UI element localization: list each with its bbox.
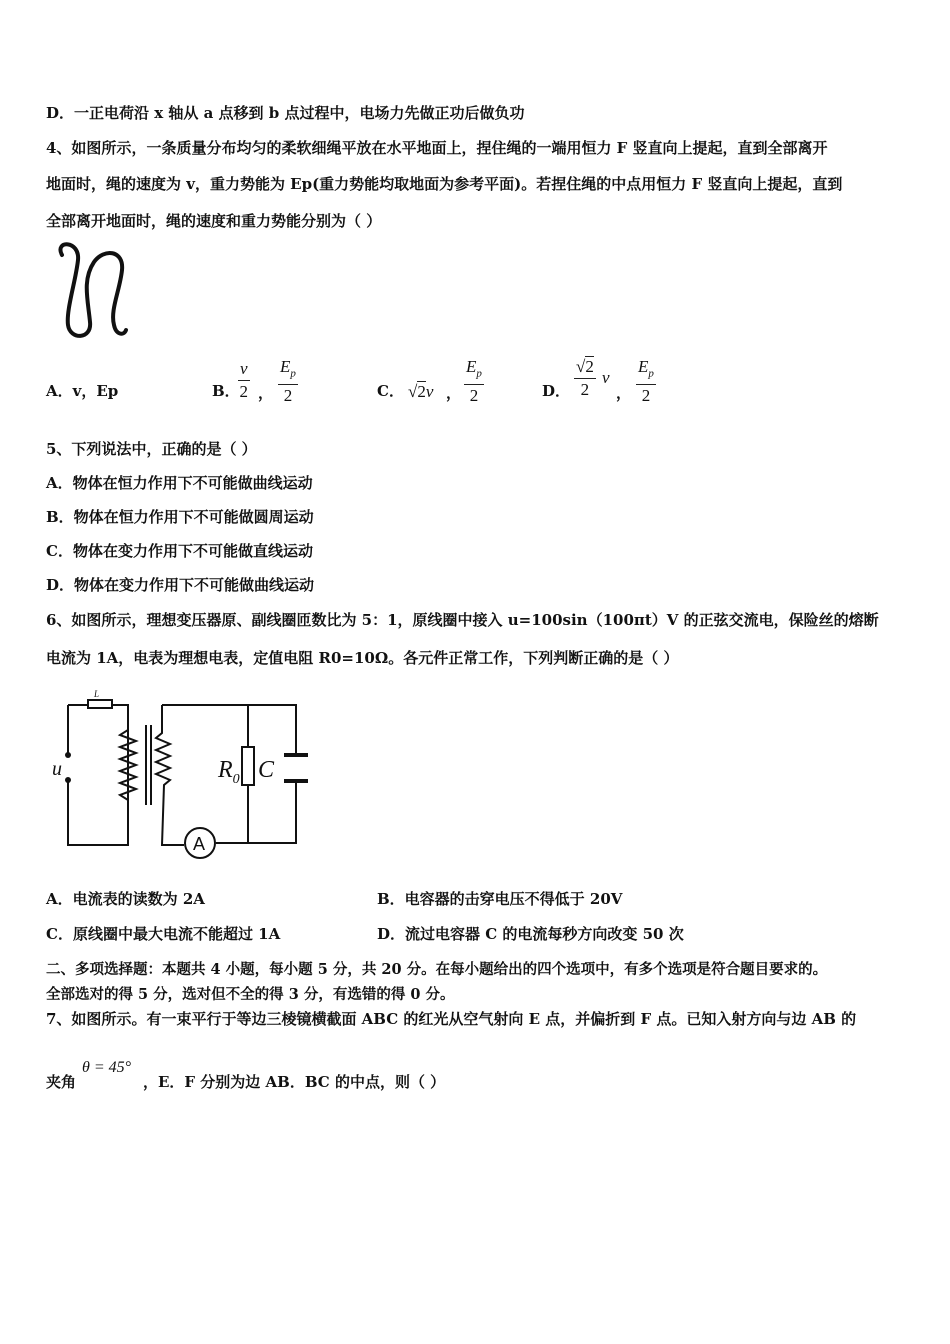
- q7-stem-line1: 7、如图所示。有一束平行于等边三棱镜横截面 ABC 的红光从空气射向 E 点，并偏折到 F 点。已知入射方向与边 AB 的: [46, 1010, 857, 1028]
- q4-option-c-label: C．: [377, 382, 404, 400]
- comma: ，: [258, 384, 274, 402]
- q7-stem-line2a: 夹角: [46, 1073, 77, 1091]
- q5-stem: 5、下列说法中，正确的是（ ）: [46, 440, 257, 458]
- circuit-figure: [50, 685, 310, 860]
- q4-b-frac-ep: [278, 356, 298, 407]
- numerator: $E_p$: [636, 356, 656, 385]
- q4-d-v: v: [602, 368, 610, 387]
- q4-stem-line2: 地面时，绳的速度为 v，重力势能为 Ep(重力势能均取地面为参考平面)。若捏住绳的中点用恒力 F 竖直向上提起，直到: [46, 175, 843, 193]
- rope-figure: [52, 240, 132, 340]
- q6-option-c: C．原线圈中最大电流不能超过 1A: [46, 925, 281, 943]
- q6-option-a: A．电流表的读数为 2A: [46, 890, 205, 908]
- q5-option-d: D．物体在变力作用下不可能做曲线运动: [46, 576, 315, 594]
- q7-stem-line2b: ，E．F 分别为边 AB．BC 的中点，则（ ）: [143, 1073, 446, 1091]
- q4-c-sqrt2v: √2v: [408, 382, 434, 401]
- denominator: 2: [641, 386, 651, 406]
- resistor-r0-label: $R_0$: [218, 757, 240, 787]
- q4-d-frac-sqrt2: [574, 356, 596, 401]
- capacitor-c-label: C: [258, 757, 275, 783]
- q5-option-c: C．物体在变力作用下不可能做直线运动: [46, 542, 313, 560]
- q6-stem-line1: 6、如图所示，理想变压器原、副线圈匝数比为 5：1，原线圈中接入 u=100sin（100πt）V 的正弦交流电，保险丝的熔断: [46, 611, 879, 629]
- q3-option-d: D．一正电荷沿 x 轴从 a 点移到 b 点过程中，电场力先做正功后做负功: [46, 104, 525, 122]
- q6-stem-line2: 电流为 1A，电表为理想电表，定值电阻 R0=10Ω。各元件正常工作，下列判断正确的是（ ）: [46, 649, 679, 667]
- q4-option-b-label: B．: [212, 382, 240, 400]
- q4-option-a: A．v，Ep: [46, 382, 119, 400]
- numerator: $E_p$: [278, 356, 298, 385]
- numerator: √2: [574, 356, 596, 379]
- denominator: 2: [239, 382, 249, 401]
- q4-c-frac-ep: [464, 356, 484, 407]
- q4-b-frac-v: [238, 358, 250, 403]
- numerator: $E_p$: [464, 356, 484, 385]
- section2-title-line2: 全部选对的得 5 分，选对但不全的得 3 分，有选错的得 0 分。: [46, 986, 455, 1003]
- q6-option-b: B．电容器的击穿电压不得低于 20V: [377, 890, 623, 908]
- q4-stem-line1: 4、如图所示，一条质量分布均匀的柔软细绳平放在水平地面上，捏住绳的一端用恒力 F 竖直向上提起，直到全部离开: [46, 139, 828, 157]
- q4-d-frac-ep: [636, 356, 656, 407]
- section2-title-line1: 二、多项选择题：本题共 4 小题，每小题 5 分，共 20 分。在每小题给出的四个选项中，有多个选项是符合题目要求的。: [46, 961, 828, 978]
- q4-option-d-label: D．: [542, 382, 571, 400]
- denominator: 2: [469, 386, 479, 406]
- ammeter-a-label: A: [193, 834, 206, 854]
- denominator: 2: [283, 386, 293, 406]
- numerator: v: [238, 358, 250, 381]
- q5-option-a: A．物体在恒力作用下不可能做曲线运动: [46, 474, 313, 492]
- q7-theta: θ = 45°: [82, 1059, 132, 1076]
- comma: ，: [616, 384, 632, 402]
- q5-option-b: B．物体在恒力作用下不可能做圆周运动: [46, 508, 314, 526]
- q4-stem-line3: 全部离开地面时，绳的速度和重力势能分别为（ ）: [46, 212, 382, 230]
- q6-option-d: D．流过电容器 C 的电流每秒方向改变 50 次: [377, 925, 684, 943]
- source-u-label: u: [52, 758, 62, 780]
- comma: ，: [446, 384, 462, 402]
- fuse-l-label: L: [94, 689, 100, 699]
- denominator: 2: [580, 380, 590, 399]
